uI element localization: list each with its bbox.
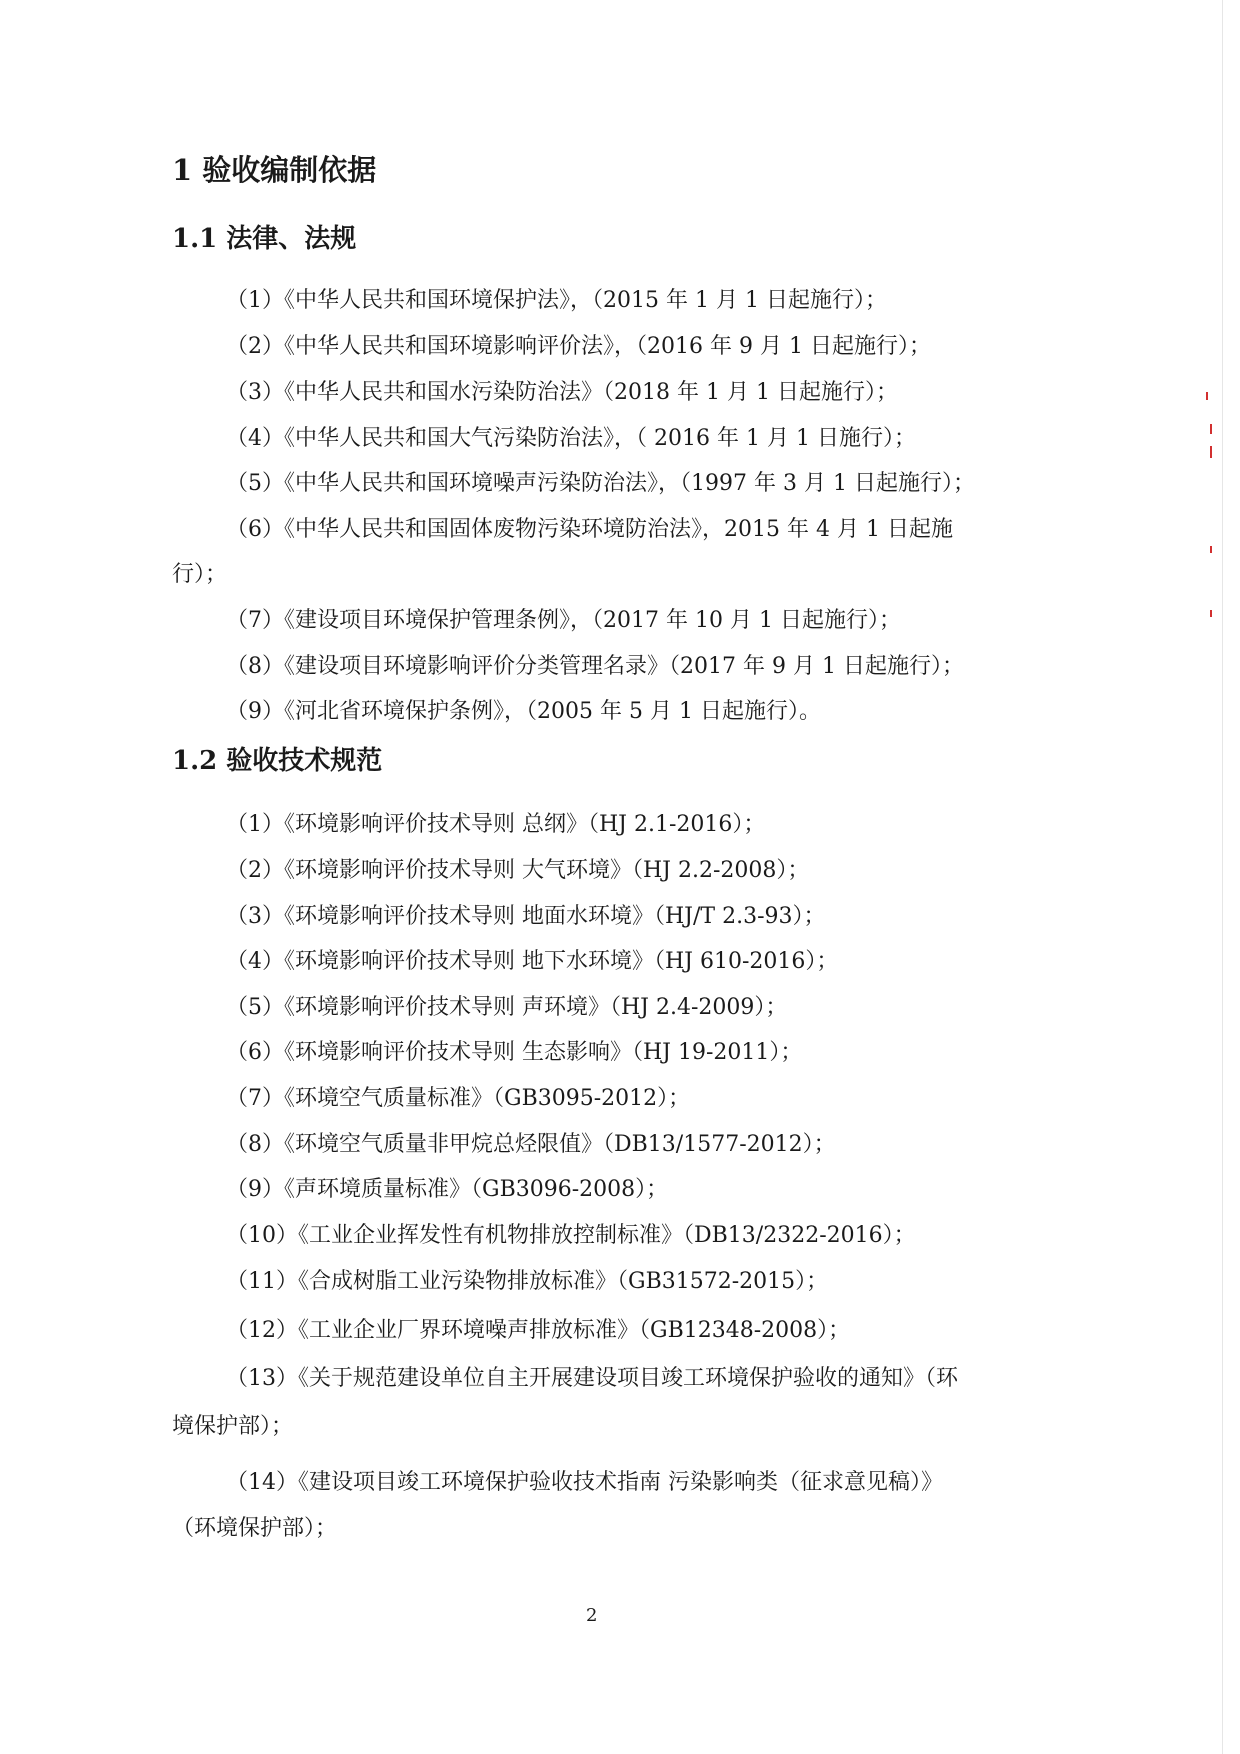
law-item: （1）《中华人民共和国环境保护法》，（2015 年 1 月 1 日起施行）； [226, 288, 887, 313]
red-margin-mark [1210, 424, 1212, 434]
standard-item: （9）《声环境质量标准》（GB3096-2008）； [226, 1177, 669, 1202]
standard-item: （8）《环境空气质量非甲烷总烃限值》（DB13/1577-2012）； [226, 1132, 836, 1157]
law-item: （5）《中华人民共和国环境噪声污染防治法》，（1997 年 3 月 1 日起施行）； [226, 471, 975, 496]
law-item: （7）《建设项目环境保护管理条例》，（2017 年 10 月 1 日起施行）； [226, 608, 901, 633]
red-margin-mark [1210, 446, 1212, 458]
law-item: （4）《中华人民共和国大气污染防治法》，（ 2016 年 1 月 1 日施行）； [226, 426, 916, 451]
standard-item: （3）《环境影响评价技术导则 地面水环境》（HJ/T 2.3-93）； [226, 904, 826, 929]
law-item: （8）《建设项目环境影响评价分类管理名录》（2017 年 9 月 1 日起施行）； [226, 654, 964, 679]
section-heading-standards: 1.2 验收技术规范 [172, 746, 383, 776]
standard-item: （5）《环境影响评价技术导则 声环境》（HJ 2.4-2009）； [226, 995, 788, 1020]
red-margin-mark [1210, 546, 1212, 553]
section-heading-laws: 1.1 法律、法规 [172, 224, 357, 254]
law-item: （9）《河北省环境保护条例》，（2005 年 5 月 1 日起施行）。 [226, 699, 821, 724]
standard-item: （10）《工业企业挥发性有机物排放控制标准》（DB13/2322-2016）； [226, 1223, 916, 1248]
standard-item: （7）《环境空气质量标准》（GB3095-2012）； [226, 1086, 691, 1111]
law-item: （2）《中华人民共和国环境影响评价法》，（2016 年 9 月 1 日起施行）； [226, 334, 931, 359]
standard-item: （14）《建设项目竣工环境保护验收技术指南 污染影响类（征求意见稿）》 [226, 1470, 943, 1495]
red-margin-mark [1210, 610, 1212, 617]
page-edge-line [1222, 0, 1223, 1754]
standard-item: （13）《关于规范建设单位自主开展建设项目竣工环境保护验收的通知》（环 [226, 1366, 958, 1391]
law-item-continuation: 行）； [172, 562, 228, 587]
red-margin-mark [1206, 392, 1208, 400]
standard-item: （12）《工业企业厂界环境噪声排放标准》（GB12348-2008）； [226, 1318, 851, 1343]
page-number: 2 [586, 1605, 598, 1626]
standard-item: （11）《合成树脂工业污染物排放标准》（GB31572-2015）； [226, 1269, 829, 1294]
standard-item: （6）《环境影响评价技术导则 生态影响》（HJ 19-2011）； [226, 1040, 803, 1065]
standard-item-continuation: （环境保护部）； [172, 1516, 338, 1541]
standard-item-continuation: 境保护部）； [172, 1414, 294, 1439]
standard-item: （4）《环境影响评价技术导则 地下水环境》（HJ 610-2016）； [226, 949, 839, 974]
standard-item: （2）《环境影响评价技术导则 大气环境》（HJ 2.2-2008）； [226, 858, 810, 883]
chapter-heading: 1 验收编制依据 [172, 153, 377, 187]
law-item: （3）《中华人民共和国水污染防治法》（2018 年 1 月 1 日起施行）； [226, 380, 898, 405]
standard-item: （1）《环境影响评价技术导则 总纲》（HJ 2.1-2016）； [226, 812, 766, 837]
law-item: （6）《中华人民共和国固体废物污染环境防治法》，2015 年 4 月 1 日起施 [226, 517, 953, 542]
